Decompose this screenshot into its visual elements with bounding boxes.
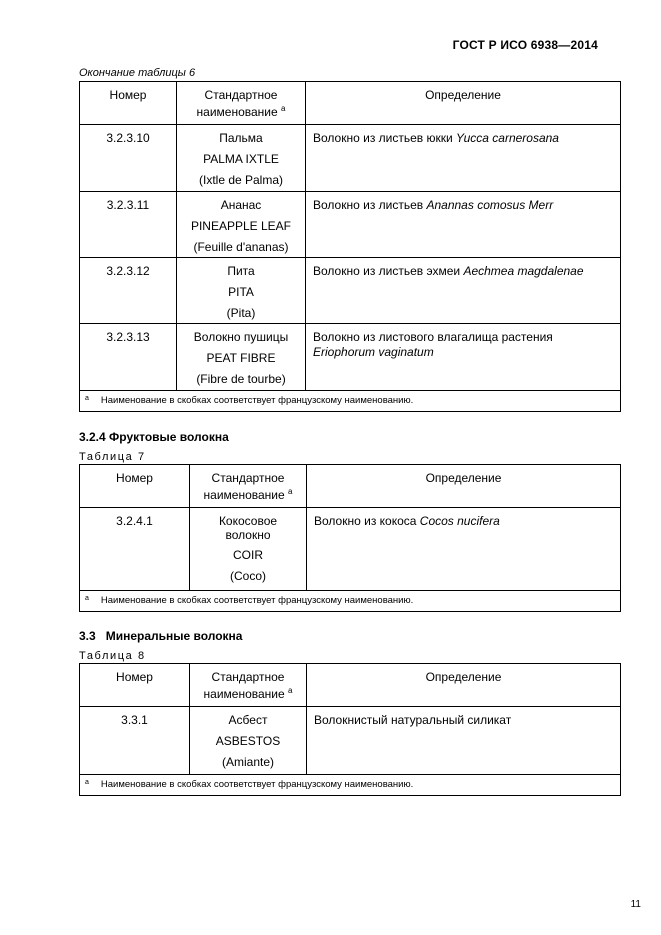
table8-caption: Таблица 8	[79, 650, 146, 662]
page-number: 11	[630, 899, 641, 910]
table7-col-number: Номер	[80, 465, 190, 508]
row-definition: Волокно из листьев юкки Yucca carnerosana	[306, 125, 621, 192]
table8-col-definition: Определение	[307, 664, 621, 707]
table8-header-row	[80, 664, 621, 707]
table6-col-number: Номер	[80, 82, 177, 125]
row-name: Пита PITA (Pita)	[177, 258, 306, 324]
table7-footnote-row	[80, 591, 621, 612]
table6-col-name: Стандартное наименование $^а$	[177, 82, 306, 125]
footnote-marker: а	[281, 104, 286, 113]
row-definition: Волокно из листового влагалища растения Eriophorum vaginatum	[306, 324, 621, 391]
row-definition: Волокно из листьев эхмеи Aechmea magdalenae	[306, 258, 621, 324]
row-number: 3.2.3.12	[80, 258, 177, 324]
table6-footnote-row	[80, 391, 621, 412]
row-name: Волокно пушицы PEAT FIBRE (Fibre de tourbe)	[177, 324, 306, 391]
section-heading-33: 3.3 Минеральные волокна	[79, 629, 243, 643]
table6	[79, 81, 621, 412]
table8-col-name: Стандартное наименование $^а$	[190, 664, 307, 707]
table7-col-name: Стандартное наименование $^а$	[190, 465, 307, 508]
row-number: 3.3.1	[80, 707, 190, 775]
table8-col-number: Номер	[80, 664, 190, 707]
row-number: 3.2.3.13	[80, 324, 177, 391]
table8-footnote-row	[80, 775, 621, 796]
table7	[79, 464, 621, 612]
table-row	[80, 324, 621, 391]
footnote-marker: а	[288, 487, 293, 496]
table7-caption: Таблица 7	[79, 451, 146, 463]
table-footnote: $^а$ Наименование в скобках соответствует французскому наименованию.	[80, 775, 621, 796]
table6-header-row	[80, 82, 621, 125]
row-definition: Волокно из листьев Anannas comosus Merr	[306, 192, 621, 258]
footnote-marker: а	[288, 686, 293, 695]
table-footnote: $^а$ Наименование в скобках соответствует французскому наименованию.	[80, 391, 621, 412]
table6-col-definition: Определение	[306, 82, 621, 125]
table6-caption: Окончание таблицы 6	[79, 67, 196, 79]
row-name: Ананас PINEAPPLE LEAF (Feuille d'ananas)	[177, 192, 306, 258]
row-name: Асбест ASBESTOS (Amiante)	[190, 707, 307, 775]
table-row	[80, 258, 621, 324]
row-name: Пальма PALMA IXTLE (Ixtle de Palma)	[177, 125, 306, 192]
table-row	[80, 192, 621, 258]
table-row	[80, 125, 621, 192]
row-definition: Волокно из кокоса Cocos nucifera	[307, 508, 621, 591]
row-number: 3.2.3.10	[80, 125, 177, 192]
section-heading-324: 3.2.4 Фруктовые волокна	[79, 430, 229, 444]
table7-header-row	[80, 465, 621, 508]
table8	[79, 663, 621, 796]
table7-col-definition: Определение	[307, 465, 621, 508]
row-number: 3.2.4.1	[80, 508, 190, 591]
table-footnote: $^а$ Наименование в скобках соответствует французскому наименованию.	[80, 591, 621, 612]
table-row	[80, 707, 621, 775]
row-name: Кокосовое волокно COIR (Coco)	[190, 508, 307, 591]
row-definition: Волокнистый натуральный силикат	[307, 707, 621, 775]
row-number: 3.2.3.11	[80, 192, 177, 258]
standard-header: ГОСТ Р ИСО 6938—2014	[452, 38, 598, 52]
table-row	[80, 508, 621, 591]
